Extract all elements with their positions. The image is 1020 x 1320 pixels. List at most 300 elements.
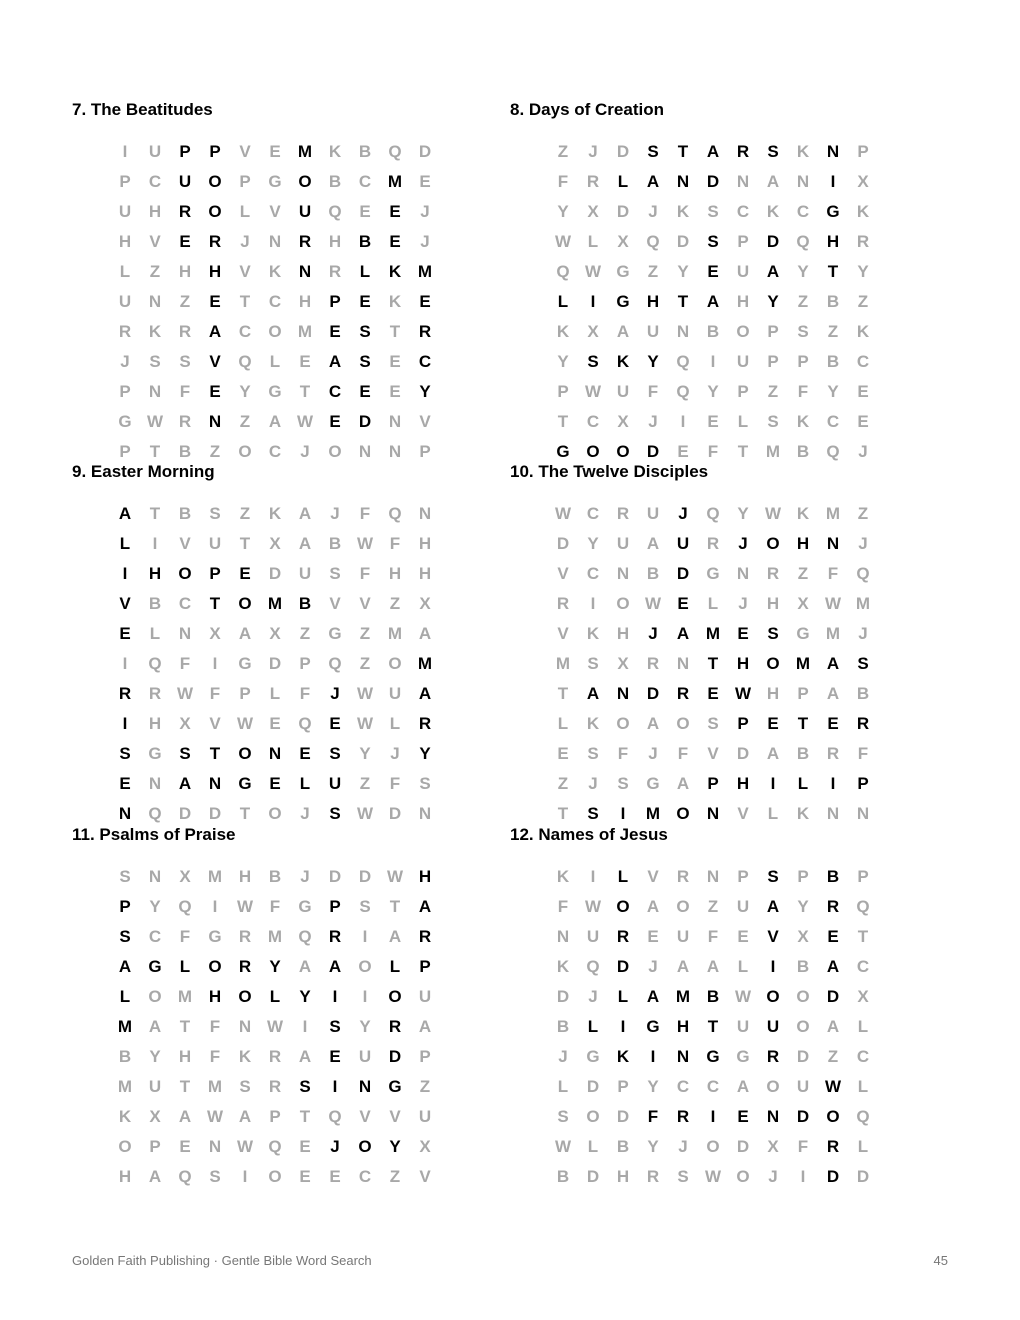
- grid-letter: C: [148, 927, 162, 946]
- grid-letter: P: [737, 232, 749, 251]
- grid-letter: J: [558, 1047, 568, 1066]
- grid-letter: F: [557, 172, 569, 191]
- grid-row: [548, 922, 878, 952]
- grid-letter: N: [676, 322, 690, 341]
- grid-letter: Z: [857, 504, 869, 523]
- grid-letter: D: [616, 142, 630, 161]
- grid-letter: L: [767, 804, 779, 823]
- found-letter: G: [706, 1047, 720, 1066]
- grid-letter: B: [328, 172, 342, 191]
- grid-letter: U: [646, 322, 660, 341]
- grid-letter: M: [117, 1077, 133, 1096]
- grid-letter: M: [207, 867, 223, 886]
- grid-letter: J: [858, 534, 868, 553]
- grid-letter: A: [418, 624, 432, 643]
- grid-letter: Y: [239, 382, 251, 401]
- grid-letter: S: [119, 867, 131, 886]
- grid-letter: C: [358, 1167, 372, 1186]
- grid-letter: O: [268, 1167, 282, 1186]
- grid-letter: Y: [857, 262, 869, 281]
- grid-letter: S: [557, 1107, 569, 1126]
- grid-row: [548, 347, 878, 377]
- grid-letter: L: [737, 957, 749, 976]
- found-letter: Y: [419, 382, 431, 401]
- found-letter: E: [827, 927, 839, 946]
- grid-letter: R: [646, 654, 660, 673]
- grid-letter: C: [148, 172, 162, 191]
- grid-row: [110, 589, 440, 619]
- found-letter: L: [389, 957, 401, 976]
- grid-letter: N: [826, 804, 840, 823]
- found-letter: P: [119, 897, 131, 916]
- grid-letter: Y: [359, 1017, 371, 1036]
- grid-row: [110, 982, 440, 1012]
- grid-letter: Z: [239, 504, 251, 523]
- grid-letter: P: [767, 322, 779, 341]
- grid-letter: F: [299, 684, 311, 703]
- found-letter: V: [119, 594, 131, 613]
- found-letter: O: [388, 987, 402, 1006]
- found-letter: M: [267, 594, 283, 613]
- grid-letter: J: [420, 232, 430, 251]
- grid-letter: Z: [827, 322, 839, 341]
- grid-letter: P: [419, 442, 431, 461]
- grid-letter: N: [388, 412, 402, 431]
- grid-letter: Z: [389, 594, 401, 613]
- grid-letter: T: [299, 382, 311, 401]
- grid-letter: T: [299, 1107, 311, 1126]
- grid-letter: Q: [388, 504, 402, 523]
- found-letter: O: [826, 1107, 840, 1126]
- grid-letter: R: [328, 262, 342, 281]
- found-letter: L: [557, 292, 569, 311]
- grid-letter: Z: [827, 1047, 839, 1066]
- grid-letter: Y: [677, 262, 689, 281]
- found-letter: S: [299, 1077, 311, 1096]
- grid-row: [110, 197, 440, 227]
- found-letter: Y: [767, 292, 779, 311]
- grid-letter: A: [646, 534, 660, 553]
- found-letter: N: [676, 1047, 690, 1066]
- grid-letter: A: [148, 1017, 162, 1036]
- grid-letter: U: [118, 292, 132, 311]
- grid-row: [110, 1012, 440, 1042]
- grid-letter: E: [419, 172, 431, 191]
- found-letter: T: [209, 744, 221, 763]
- grid-letter: O: [796, 987, 810, 1006]
- grid-letter: B: [358, 142, 372, 161]
- grid-letter: E: [857, 412, 869, 431]
- grid-row: [548, 1132, 878, 1162]
- grid-letter: N: [796, 172, 810, 191]
- found-letter: E: [389, 232, 401, 251]
- found-letter: E: [419, 292, 431, 311]
- found-letter: A: [418, 897, 432, 916]
- grid-letter: Q: [268, 1137, 282, 1156]
- grid-letter: H: [178, 1047, 192, 1066]
- found-letter: O: [208, 202, 222, 221]
- found-letter: J: [330, 684, 340, 703]
- grid-row: [110, 1102, 440, 1132]
- grid-letter: Y: [149, 1047, 161, 1066]
- grid-row: [110, 892, 440, 922]
- grid-letter: Z: [359, 774, 371, 793]
- grid-letter: L: [149, 624, 161, 643]
- grid-letter: V: [389, 1107, 401, 1126]
- grid-letter: Y: [587, 534, 599, 553]
- found-letter: B: [358, 232, 372, 251]
- grid-letter: P: [797, 684, 809, 703]
- found-letter: E: [359, 382, 371, 401]
- grid-letter: B: [328, 534, 342, 553]
- grid-letter: D: [736, 744, 750, 763]
- found-letter: L: [299, 774, 311, 793]
- grid-letter: C: [586, 504, 600, 523]
- grid-letter: O: [736, 1167, 750, 1186]
- grid-letter: Z: [209, 442, 221, 461]
- grid-letter: Z: [647, 262, 659, 281]
- found-letter: R: [418, 714, 432, 733]
- grid-row: [110, 287, 440, 317]
- grid-letter: T: [557, 684, 569, 703]
- grid-letter: B: [826, 292, 840, 311]
- grid-letter: A: [298, 504, 312, 523]
- grid-letter: R: [148, 684, 162, 703]
- found-letter: A: [118, 504, 132, 523]
- found-letter: U: [178, 172, 192, 191]
- found-letter: E: [119, 624, 131, 643]
- grid-letter: D: [328, 867, 342, 886]
- grid-letter: P: [269, 1107, 281, 1126]
- grid-letter: V: [707, 744, 719, 763]
- grid-letter: J: [330, 504, 340, 523]
- grid-letter: E: [857, 382, 869, 401]
- found-letter: E: [827, 714, 839, 733]
- found-letter: N: [208, 412, 222, 431]
- grid-letter: Z: [707, 897, 719, 916]
- found-letter: Y: [389, 1137, 401, 1156]
- grid-letter: F: [389, 534, 401, 553]
- grid-letter: M: [297, 322, 313, 341]
- grid-letter: D: [388, 804, 402, 823]
- grid-letter: R: [646, 1167, 660, 1186]
- found-letter: E: [329, 322, 341, 341]
- puzzle-title: 12. Names of Jesus: [510, 825, 668, 844]
- grid-letter: A: [148, 1167, 162, 1186]
- grid-letter: L: [587, 232, 599, 251]
- grid-row: [110, 407, 440, 437]
- found-letter: D: [646, 684, 660, 703]
- grid-letter: B: [556, 1167, 570, 1186]
- found-letter: D: [766, 232, 780, 251]
- found-letter: M: [795, 654, 811, 673]
- found-letter: E: [269, 774, 281, 793]
- grid-letter: Q: [148, 804, 162, 823]
- found-letter: E: [209, 292, 221, 311]
- grid-letter: S: [209, 1167, 221, 1186]
- found-letter: E: [707, 684, 719, 703]
- grid-row: [548, 137, 878, 167]
- grid-letter: W: [554, 232, 572, 251]
- grid-letter: X: [617, 232, 629, 251]
- grid-letter: C: [586, 412, 600, 431]
- found-letter: A: [646, 172, 660, 191]
- found-letter: N: [766, 1107, 780, 1126]
- letter-grid: [110, 499, 440, 829]
- grid-letter: H: [766, 594, 780, 613]
- found-letter: H: [418, 867, 432, 886]
- letter-grid: [548, 499, 878, 829]
- grid-letter: B: [268, 867, 282, 886]
- grid-row: [548, 1042, 878, 1072]
- grid-letter: E: [647, 927, 659, 946]
- found-letter: I: [830, 172, 836, 191]
- found-letter: S: [329, 804, 341, 823]
- grid-letter: A: [766, 172, 780, 191]
- grid-letter: I: [800, 1167, 806, 1186]
- found-letter: L: [617, 172, 629, 191]
- grid-row: [548, 769, 878, 799]
- grid-letter: P: [239, 684, 251, 703]
- found-letter: O: [208, 957, 222, 976]
- grid-letter: X: [587, 202, 599, 221]
- grid-letter: K: [796, 504, 810, 523]
- grid-letter: W: [554, 1137, 572, 1156]
- grid-letter: X: [617, 412, 629, 431]
- grid-letter: U: [418, 987, 432, 1006]
- found-letter: O: [676, 804, 690, 823]
- grid-letter: O: [586, 1107, 600, 1126]
- grid-letter: D: [556, 534, 570, 553]
- grid-letter: B: [616, 1137, 630, 1156]
- grid-letter: S: [707, 202, 719, 221]
- grid-letter: J: [390, 744, 400, 763]
- grid-letter: T: [179, 1017, 191, 1036]
- grid-letter: G: [208, 927, 222, 946]
- found-letter: H: [796, 534, 810, 553]
- found-letter: E: [677, 594, 689, 613]
- grid-letter: G: [298, 897, 312, 916]
- grid-letter: L: [239, 202, 251, 221]
- grid-letter: E: [389, 382, 401, 401]
- grid-row: [110, 1042, 440, 1072]
- grid-row: [110, 347, 440, 377]
- grid-letter: U: [148, 1077, 162, 1096]
- grid-row: [548, 649, 878, 679]
- found-letter: R: [178, 202, 192, 221]
- grid-letter: I: [710, 352, 716, 371]
- grid-letter: D: [586, 1077, 600, 1096]
- grid-letter: V: [557, 564, 569, 583]
- grid-letter: G: [328, 624, 342, 643]
- found-letter: L: [269, 987, 281, 1006]
- found-letter: N: [298, 262, 312, 281]
- found-letter: R: [118, 684, 132, 703]
- found-letter: N: [826, 142, 840, 161]
- grid-letter: G: [268, 382, 282, 401]
- grid-letter: B: [796, 957, 810, 976]
- found-letter: J: [738, 534, 748, 553]
- grid-letter: Q: [328, 202, 342, 221]
- grid-letter: J: [858, 442, 868, 461]
- grid-letter: P: [797, 867, 809, 886]
- grid-letter: O: [358, 957, 372, 976]
- found-letter: U: [298, 202, 312, 221]
- grid-letter: W: [704, 1167, 722, 1186]
- found-letter: A: [826, 654, 840, 673]
- grid-letter: O: [676, 714, 690, 733]
- grid-letter: R: [586, 172, 600, 191]
- grid-row: [110, 167, 440, 197]
- found-letter: T: [677, 292, 689, 311]
- grid-letter: X: [179, 714, 191, 733]
- found-letter: O: [586, 442, 600, 461]
- grid-letter: L: [857, 1017, 869, 1036]
- grid-letter: C: [178, 594, 192, 613]
- grid-letter: C: [676, 1077, 690, 1096]
- found-letter: Y: [419, 744, 431, 763]
- found-letter: S: [179, 744, 191, 763]
- found-letter: A: [646, 987, 660, 1006]
- grid-letter: D: [796, 1047, 810, 1066]
- found-letter: D: [358, 412, 372, 431]
- grid-letter: B: [148, 594, 162, 613]
- grid-letter: D: [418, 142, 432, 161]
- found-letter: R: [676, 684, 690, 703]
- found-letter: R: [418, 927, 432, 946]
- grid-letter: K: [388, 292, 402, 311]
- grid-letter: C: [856, 352, 870, 371]
- found-letter: Y: [269, 957, 281, 976]
- grid-letter: S: [767, 412, 779, 431]
- grid-letter: Y: [557, 202, 569, 221]
- found-letter: W: [734, 684, 752, 703]
- grid-letter: S: [419, 774, 431, 793]
- found-letter: D: [616, 957, 630, 976]
- found-letter: C: [418, 352, 432, 371]
- grid-letter: V: [737, 804, 749, 823]
- grid-letter: I: [122, 654, 128, 673]
- found-letter: A: [328, 957, 342, 976]
- grid-letter: F: [797, 1137, 809, 1156]
- letter-grid: [110, 862, 440, 1192]
- grid-letter: P: [617, 1077, 629, 1096]
- grid-letter: Y: [737, 504, 749, 523]
- grid-letter: M: [555, 654, 571, 673]
- found-letter: S: [119, 744, 131, 763]
- found-letter: D: [796, 1107, 810, 1126]
- grid-letter: D: [178, 804, 192, 823]
- grid-letter: O: [148, 987, 162, 1006]
- grid-letter: H: [418, 534, 432, 553]
- found-letter: A: [118, 957, 132, 976]
- letter-grid: [110, 137, 440, 467]
- grid-letter: W: [734, 987, 752, 1006]
- grid-letter: I: [212, 654, 218, 673]
- grid-letter: T: [857, 927, 869, 946]
- found-letter: P: [209, 564, 221, 583]
- grid-row: [548, 377, 878, 407]
- grid-letter: A: [676, 957, 690, 976]
- grid-letter: F: [269, 897, 281, 916]
- found-letter: M: [297, 142, 313, 161]
- grid-letter: X: [617, 654, 629, 673]
- found-letter: P: [179, 142, 191, 161]
- grid-letter: Q: [826, 442, 840, 461]
- grid-letter: E: [299, 352, 311, 371]
- grid-letter: K: [796, 412, 810, 431]
- grid-letter: I: [680, 412, 686, 431]
- grid-row: [548, 862, 878, 892]
- grid-letter: C: [268, 292, 282, 311]
- grid-letter: U: [736, 897, 750, 916]
- grid-letter: J: [648, 412, 658, 431]
- grid-letter: A: [736, 1077, 750, 1096]
- grid-letter: N: [238, 1017, 252, 1036]
- grid-letter: G: [148, 744, 162, 763]
- grid-letter: X: [767, 1137, 779, 1156]
- found-letter: R: [298, 232, 312, 251]
- found-letter: I: [770, 774, 776, 793]
- found-letter: S: [359, 352, 371, 371]
- grid-letter: S: [677, 1167, 689, 1186]
- grid-letter: G: [118, 412, 132, 431]
- found-letter: V: [767, 927, 779, 946]
- grid-row: [548, 407, 878, 437]
- grid-letter: V: [149, 232, 161, 251]
- found-letter: I: [830, 774, 836, 793]
- grid-letter: P: [737, 867, 749, 886]
- grid-row: [548, 227, 878, 257]
- grid-letter: V: [179, 534, 191, 553]
- grid-row: [110, 1132, 440, 1162]
- grid-letter: H: [148, 202, 162, 221]
- grid-row: [548, 529, 878, 559]
- grid-letter: Y: [827, 382, 839, 401]
- grid-letter: O: [328, 442, 342, 461]
- found-letter: M: [417, 654, 433, 673]
- found-letter: E: [329, 714, 341, 733]
- grid-letter: J: [420, 202, 430, 221]
- puzzle-title: 7. The Beatitudes: [72, 100, 213, 119]
- grid-letter: N: [676, 654, 690, 673]
- grid-letter: H: [328, 232, 342, 251]
- grid-letter: S: [587, 654, 599, 673]
- grid-letter: S: [179, 352, 191, 371]
- grid-letter: S: [209, 504, 221, 523]
- grid-letter: J: [678, 1137, 688, 1156]
- grid-letter: K: [556, 867, 570, 886]
- found-letter: S: [767, 867, 779, 886]
- grid-letter: J: [648, 202, 658, 221]
- found-letter: A: [766, 262, 780, 281]
- grid-letter: Q: [856, 1107, 870, 1126]
- found-letter: O: [298, 172, 312, 191]
- found-letter: M: [117, 1017, 133, 1036]
- found-letter: R: [418, 322, 432, 341]
- found-letter: U: [328, 774, 342, 793]
- grid-letter: B: [706, 322, 720, 341]
- grid-letter: S: [329, 564, 341, 583]
- grid-letter: N: [388, 442, 402, 461]
- grid-letter: T: [557, 804, 569, 823]
- grid-letter: K: [586, 624, 600, 643]
- grid-letter: L: [587, 1137, 599, 1156]
- grid-row: [548, 739, 878, 769]
- grid-row: [548, 167, 878, 197]
- grid-letter: B: [178, 442, 192, 461]
- grid-letter: M: [825, 504, 841, 523]
